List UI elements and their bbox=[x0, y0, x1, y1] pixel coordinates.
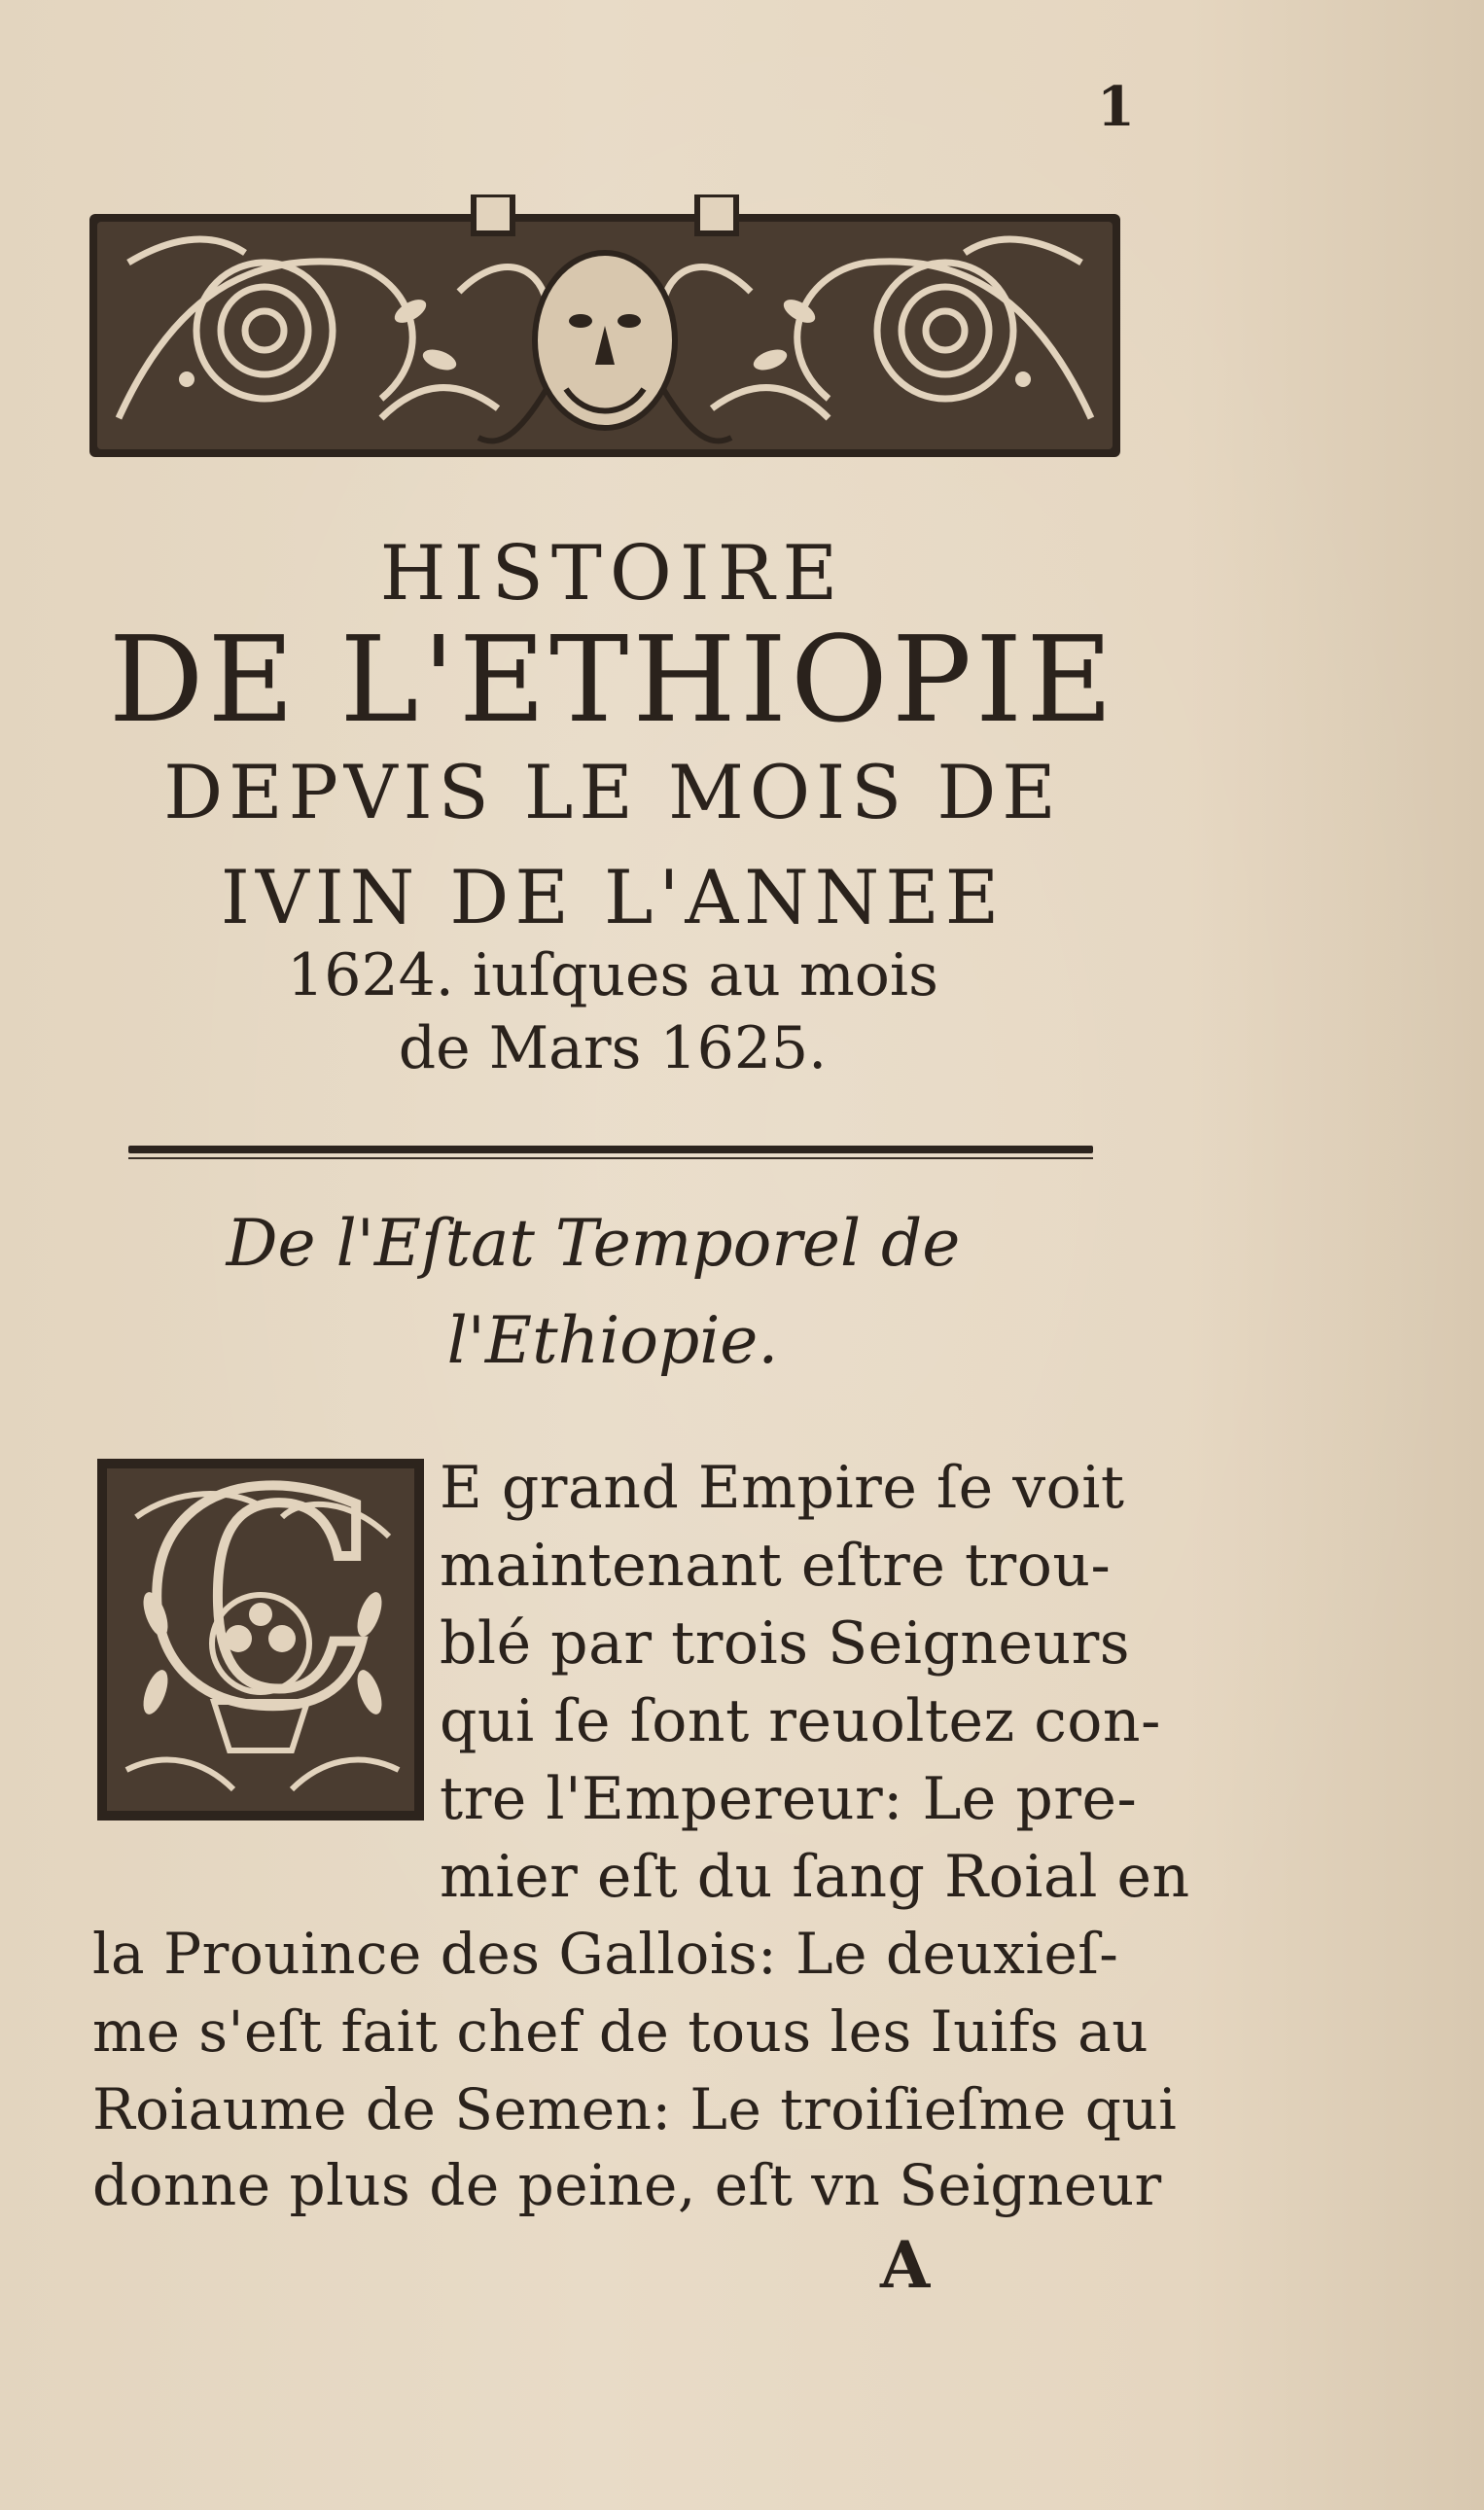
body-line-8: me s'eſt fait chef de tous les Iuifs au bbox=[92, 1998, 1149, 2065]
body-line-5: tre l'Empereur: Le pre- bbox=[440, 1765, 1138, 1833]
decorated-initial bbox=[97, 1459, 424, 1821]
body-line-4: qui ſe ſont reuoltez con- bbox=[440, 1687, 1161, 1755]
horizontal-rule-thin bbox=[128, 1157, 1093, 1159]
body-line-2: maintenant eſtre trou- bbox=[440, 1532, 1112, 1600]
body-line-7: la Prouince des Gallois: Le deuxieſ- bbox=[92, 1921, 1119, 1987]
signature-mark: A bbox=[880, 2227, 931, 2303]
body-line-6: mier eſt du ſang Roial en bbox=[440, 1843, 1190, 1911]
page-number: 1 bbox=[1097, 75, 1135, 139]
title-line-mars: de Mars 1625. bbox=[398, 1014, 828, 1082]
title-line-ethiopie: DE L'ETHIOPIE bbox=[108, 611, 1117, 749]
body-line-1: E grand Empire ſe voit bbox=[440, 1454, 1125, 1522]
body-line-3: blé par trois Seigneurs bbox=[440, 1609, 1131, 1678]
section-heading-line-2: l'Ethiopie. bbox=[446, 1303, 779, 1378]
ornamental-headpiece bbox=[89, 194, 1120, 477]
initial-letter: C bbox=[144, 1459, 377, 1771]
body-line-10: donne plus de peine, eſt vn Seigneur bbox=[92, 2152, 1162, 2218]
title-line-histoire: HISTOIRE bbox=[379, 530, 846, 618]
section-heading-line-1: De l'Eſtat Temporel de bbox=[226, 1206, 961, 1281]
title-line-1624: 1624. iuſques au mois bbox=[287, 941, 938, 1009]
horizontal-rule bbox=[128, 1146, 1093, 1153]
title-line-depuis: DEPVIS LE MOIS DE bbox=[163, 749, 1062, 835]
title-line-iuin: IVIN DE L'ANNEE bbox=[220, 854, 1006, 940]
body-line-9: Roiaume de Semen: Le troiſieſme qui bbox=[92, 2076, 1178, 2142]
